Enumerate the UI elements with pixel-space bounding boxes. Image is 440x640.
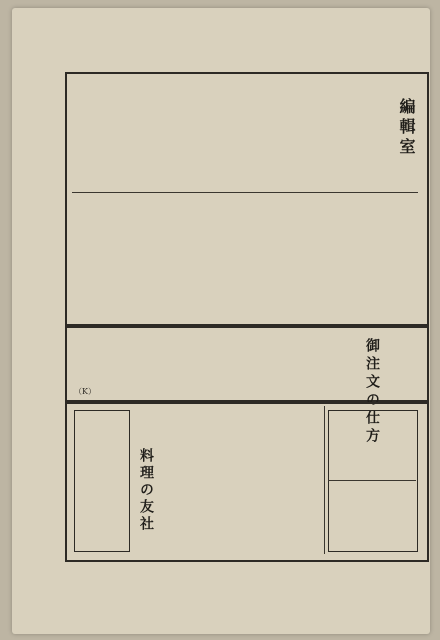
price-box-divider: [328, 480, 416, 481]
colophon-text: [162, 410, 320, 550]
magazine-page: [12, 8, 430, 634]
editorial-signature: （K）: [74, 387, 96, 396]
publisher-address: [78, 416, 110, 544]
colophon-divider: [324, 406, 325, 554]
order-text: [78, 332, 356, 394]
editorial-title: 編輯室: [397, 98, 416, 158]
order-title: 御注文の仕方: [364, 338, 380, 446]
publisher-title: 料理の友社: [138, 448, 154, 533]
editorial-lower-text: [80, 200, 416, 316]
editorial-divider: [72, 192, 418, 193]
editorial-upper-text: [80, 82, 385, 186]
